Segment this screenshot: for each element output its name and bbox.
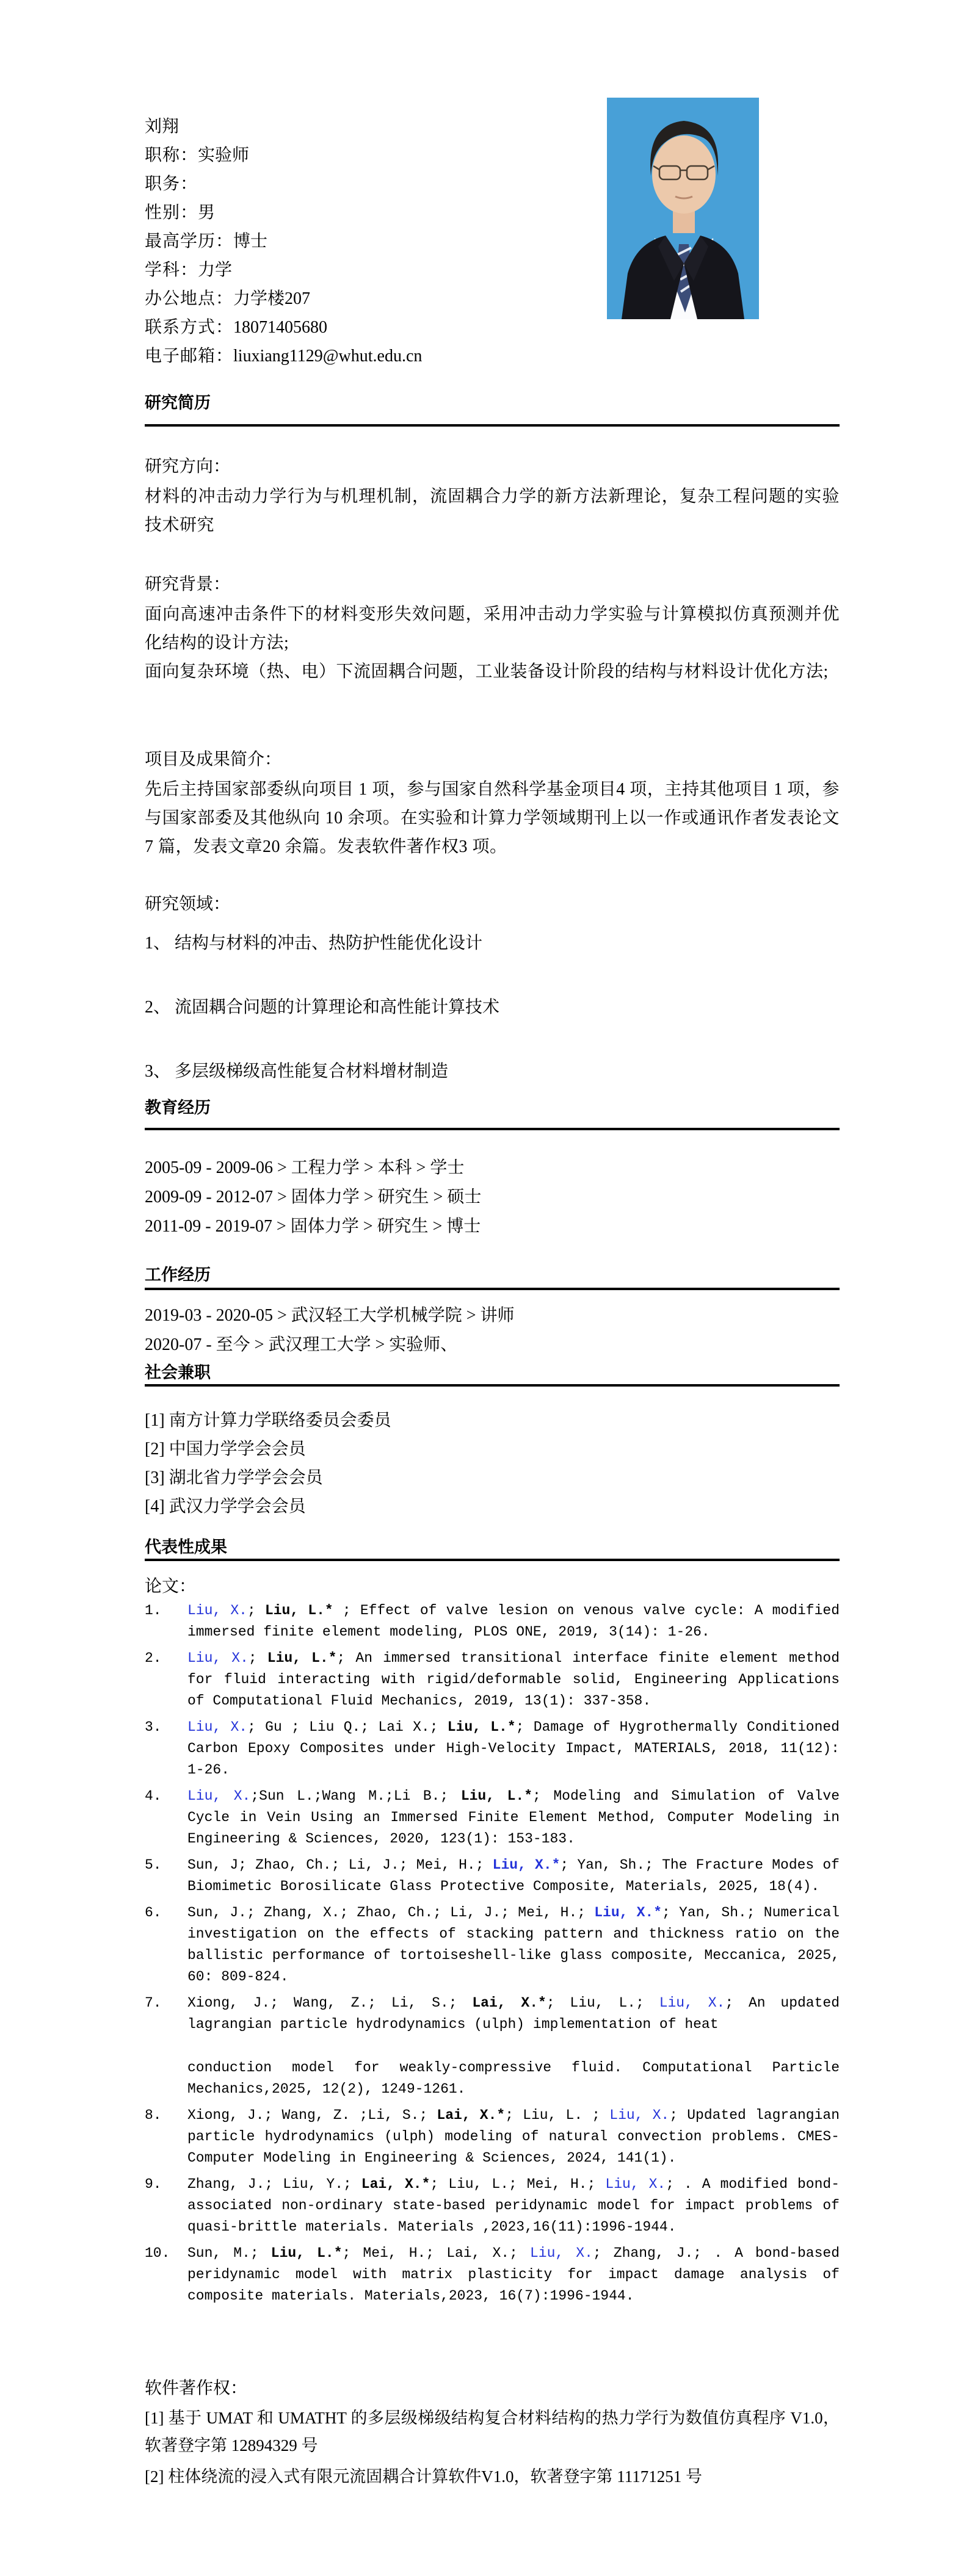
profile-field-value: 博士 <box>233 232 268 251</box>
research-direction-text: 材料的冲击动力学行为与机理机制，流固耦合力学的新方法新理论，复杂工程问题的实验技术研究 <box>145 487 840 535</box>
portrait-photo-graphic <box>607 98 759 319</box>
paper-number: 10. <box>145 2245 170 2261</box>
paper-segment: Liu, X. <box>605 2176 666 2192</box>
social-items <box>145 1406 840 1521</box>
paper-number: 2. <box>145 1650 162 1666</box>
research-background-text-1: 面向高速冲击条件下的材料变形失效问题，采用冲击动力学实验与计算模拟仿真预测并优化结构的设计方法; <box>145 605 840 652</box>
software-copyright-label: 软件著作权： <box>145 2379 248 2398</box>
profile-field-value: 力学楼207 <box>233 289 311 308</box>
profile-field-label: 联系方式： <box>145 318 234 337</box>
paper-item <box>145 2174 840 2238</box>
paper-number: 4. <box>145 1788 162 1804</box>
software-copyright-item: [1] 基于 UMAT 和 UMATHT 的多层级梯级结构复合材料结构的热力学行为数值仿真程序 V1.0，软著登字第 12894329 号 <box>145 2409 840 2455</box>
profile-field-label: 学科： <box>145 261 198 280</box>
paper-segment: Liu, X. <box>659 1995 725 2011</box>
paper-segment: Liu, X.* <box>492 1857 561 1873</box>
paper-text <box>187 2243 840 2307</box>
profile-field-row <box>145 313 597 342</box>
paper-segment: Xiong, J.; Wang, Z. ;Li, S.; <box>187 2107 437 2123</box>
paper-segment: ; Liu, L. ; <box>505 2107 610 2123</box>
profile-field-row <box>145 198 597 227</box>
paper-number: 6. <box>145 1905 162 1921</box>
paper-segment: ; . A modified bond-associated non-ordinary state-based peridynamic model for impact problems of quasi-brittle materials. Materials ,2023,16(11):1996-1944. <box>187 2176 840 2235</box>
paper-segment: ; Modeling and Simulation of Valve Cycle in Vein Using an Immersed Finite Element Method, Computer Modeling in Engineering & Sciences, 2020, 123(1): 153-183. <box>187 1788 840 1847</box>
paper-text <box>187 1648 840 1712</box>
paper-segment: Liu, X. <box>609 2107 670 2123</box>
research-fields-list <box>145 929 840 1121</box>
profile-field-row <box>145 342 597 370</box>
paper-segment: Liu, X. <box>530 2245 593 2261</box>
section-rule-social <box>145 1384 840 1387</box>
paper-segment: ; <box>247 1603 265 1618</box>
paper-segment: Sun, J; Zhao, Ch.; Li, J.; Mei, H.; <box>187 1857 493 1873</box>
paper-segment: ; Damage of Hygrothermally Conditioned Carbon Epoxy Composites under High-Velocity Impact, MATERIALS, 2018, 11(12): 1-26. <box>187 1719 840 1778</box>
paper-segment: Liu, L.* <box>264 1603 333 1618</box>
paper-number: 9. <box>145 2176 162 2192</box>
paper-item <box>145 1648 840 1712</box>
paper-text <box>187 1902 840 1988</box>
profile-field-value: 力学 <box>198 261 233 280</box>
profile-field-label: 电子邮箱： <box>145 347 234 366</box>
paper-segment: Liu, L.* <box>460 1788 532 1804</box>
paper-segment: ; Yan, Sh.; Numerical investigation on the effects of stacking pattern and thickness ratio on the ballistic performance of tortoiseshell-like glass composite, Meccanica, 2025, 60: 809-824. <box>187 1905 840 1985</box>
paper-item <box>145 1717 840 1781</box>
education-rows <box>145 1153 840 1241</box>
section-rule-education <box>145 1128 840 1130</box>
paper-segment: ; An updated lagrangian particle hydrodynamics (ulph) implementation of heat <box>187 1995 840 2032</box>
research-field-item: 3、 多层级梯级高性能复合材料增材制造 <box>145 1062 449 1081</box>
paper-segment: Liu, X. <box>187 1603 247 1618</box>
education-row: 2005-09 - 2009-06 > 工程力学 > 本科 > 学士 <box>145 1158 465 1177</box>
social-item: [4] 武汉力学学会会员 <box>145 1497 306 1516</box>
profile-field-label: 办公地点： <box>145 289 234 308</box>
profile-fields <box>145 141 597 370</box>
paper-segment: Lai, X.* <box>472 1995 546 2011</box>
education-row: 2011-09 - 2019-07 > 固体力学 > 研究生 > 博士 <box>145 1217 481 1236</box>
paper-item <box>145 2243 840 2307</box>
work-rows <box>145 1301 840 1360</box>
section-rule-work <box>145 1288 840 1290</box>
social-item: [3] 湖北省力学学会会员 <box>145 1468 323 1487</box>
profile-field-value: 实验师 <box>198 146 250 165</box>
paper-segment: Liu, X.* <box>594 1905 662 1921</box>
paper-segment: Lai, X.* <box>361 2176 430 2192</box>
paper-item <box>145 1993 840 2100</box>
paper-segment: Zhang, J.; Liu, Y.; <box>187 2176 361 2192</box>
section-heading-social: 社会兼职 <box>145 1363 211 1382</box>
paper-segment: Liu, X. <box>187 1650 249 1666</box>
profile-field-value: liuxiang1129@whut.edu.cn <box>233 347 423 366</box>
paper-segment: ; Updated lagrangian particle hydrodynamics (ulph) modeling of natural convection problems. CMES-Computer Modeling in Engineering & Sciences, 2024, 141(1). <box>187 2107 840 2166</box>
profile-field-row <box>145 284 597 313</box>
paper-text-continued <box>187 2057 840 2100</box>
profile-field-label: 职务： <box>145 175 198 193</box>
paper-number: 1. <box>145 1603 162 1618</box>
research-background-text-2: 面向复杂环境（热、电）下流固耦合问题，工业装备设计阶段的结构与材料设计优化方法; <box>145 662 829 681</box>
work-row: 2020-07 - 至今 > 武汉理工大学 > 实验师、 <box>145 1335 458 1354</box>
profile-field-label: 职称： <box>145 146 198 165</box>
paper-text <box>187 1786 840 1850</box>
profile-field-value: 男 <box>198 203 216 222</box>
paper-segment: ; <box>248 1650 267 1666</box>
paper-text <box>187 2174 840 2238</box>
research-field-item: 1、 结构与材料的冲击、热防护性能优化设计 <box>145 934 483 953</box>
paper-segment: Liu, X. <box>187 1719 248 1735</box>
software-copyright-item: [2] 柱体绕流的浸入式有限元流固耦合计算软件V1.0，软著登字第 11171251 号 <box>145 2467 702 2486</box>
section-rule-research <box>145 424 840 427</box>
profile-field-value: 18071405680 <box>233 318 328 337</box>
paper-segment: ;Sun L.;Wang M.;Li B.; <box>250 1788 461 1804</box>
section-rule-achievements <box>145 1559 840 1561</box>
section-heading-education: 教育经历 <box>145 1099 211 1117</box>
section-heading-research: 研究简历 <box>145 394 211 412</box>
research-background-label: 研究背景： <box>145 575 231 594</box>
paper-segment: conduction model for weakly-compressive fluid. Computational Particle Mechanics,2025, 12(2), 1249-1261. <box>187 2060 840 2097</box>
projects-summary-label: 项目及成果简介： <box>145 750 282 769</box>
paper-item <box>145 2105 840 2169</box>
profile-photo <box>607 98 759 319</box>
paper-segment: ; Effect of valve lesion on venous valve cycle: A modified immersed finite element modeling, PLOS ONE, 2019, 3(14): 1-26. <box>187 1603 840 1640</box>
research-field-item: 2、 流固耦合问题的计算理论和高性能计算技术 <box>145 998 500 1017</box>
paper-segment: ; Zhang, J.; . A bond-based peridynamic model with matrix plasticity for impact damage analysis of composite materials. Materials,2023, 16(7):1996-1944. <box>187 2245 840 2304</box>
paper-text <box>187 1717 840 1781</box>
profile-field-row <box>145 141 597 170</box>
profile-field-label: 性别： <box>145 203 198 222</box>
projects-summary-text: 先后主持国家部委纵向项目 1 项，参与国家自然科学基金项目4 项，主持其他项目 1 项，参与国家部委及其他纵向 10 余项。在实验和计算力学领域期刊上以一作或通讯作者发表论文 7 篇，发表文章20 余篇。发表软件著作权3 项。 <box>145 780 840 856</box>
software-copyright-list <box>145 2405 840 2491</box>
profile-field-row <box>145 256 597 284</box>
work-row: 2019-03 - 2020-05 > 武汉轻工大学机械学院 > 讲师 <box>145 1306 515 1325</box>
paper-segment: ; An immersed transitional interface finite element method for fluid interacting with rigid/deformable solid, Engineering Applications of Computational Fluid Mechanics, 2019, 13(1): 337-358. <box>187 1650 840 1709</box>
profile-field-row <box>145 170 597 198</box>
paper-text <box>187 1993 840 2035</box>
papers-list <box>145 1600 840 2312</box>
paper-segment: Liu, X. <box>187 1788 251 1804</box>
social-item: [1] 南方计算力学联络委员会委员 <box>145 1411 391 1430</box>
paper-text <box>187 2105 840 2169</box>
research-fields-label: 研究领域： <box>145 895 231 914</box>
paper-number: 7. <box>145 1995 162 2011</box>
paper-segment: Liu, L.* <box>270 2245 343 2261</box>
paper-segment: ; Gu ; Liu Q.; Lai X.; <box>247 1719 448 1735</box>
profile-name: 刘翔 <box>145 117 180 136</box>
paper-segment: Liu, L.* <box>267 1650 337 1666</box>
paper-number: 5. <box>145 1857 162 1873</box>
paper-segment: Lai, X.* <box>437 2107 506 2123</box>
profile-field-row <box>145 227 597 256</box>
profile-field-label: 最高学历： <box>145 232 234 251</box>
paper-segment: Sun, M.; <box>187 2245 271 2261</box>
social-item: [2] 中国力学学会会员 <box>145 1440 306 1459</box>
paper-segment: Sun, J.; Zhang, X.; Zhao, Ch.; Li, J.; Mei, H.; <box>187 1905 595 1921</box>
paper-item <box>145 1855 840 1897</box>
paper-number: 8. <box>145 2107 162 2123</box>
education-row: 2009-09 - 2012-07 > 固体力学 > 研究生 > 硕士 <box>145 1188 482 1207</box>
research-direction-label: 研究方向： <box>145 457 231 476</box>
paper-segment: Xiong, J.; Wang, Z.; Li, S.; <box>187 1995 473 2011</box>
paper-item <box>145 1902 840 1988</box>
paper-text <box>187 1600 840 1643</box>
personal-info <box>145 112 597 370</box>
section-heading-work: 工作经历 <box>145 1266 211 1284</box>
paper-segment: ; Yan, Sh.; The Fracture Modes of Biomimetic Borosilicate Glass Protective Composite, Materials, 2025, 18(4). <box>187 1857 840 1894</box>
paper-segment: ; Mei, H.; Lai, X.; <box>342 2245 530 2261</box>
paper-text <box>187 1855 840 1897</box>
paper-segment: Liu, L.* <box>447 1719 516 1735</box>
paper-item <box>145 1786 840 1850</box>
section-heading-achievements: 代表性成果 <box>145 1538 227 1556</box>
papers-label: 论文： <box>145 1577 197 1596</box>
paper-segment: ; Liu, L.; Mei, H.; <box>430 2176 606 2192</box>
paper-item <box>145 1600 840 1643</box>
paper-segment: ; Liu, L.; <box>546 1995 659 2011</box>
paper-number: 3. <box>145 1719 162 1735</box>
